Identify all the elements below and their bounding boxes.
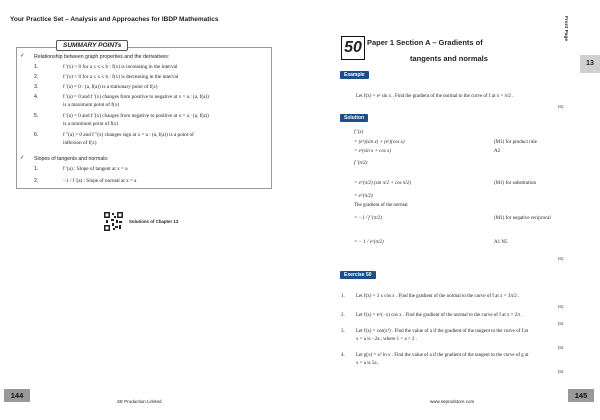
exercise-question-text: Let f(x) = cos(x²) . Find the value of a if the gradient of the tangent to the curve of f at bbox=[356, 329, 529, 334]
summary-item-continuation: inflexion of f(x) bbox=[63, 140, 97, 146]
solution-step: = e^(π/2) (sin π/2 + cos π/2) bbox=[354, 181, 411, 186]
exercise-question-marks: [6] bbox=[558, 321, 564, 326]
summary-item-number: 1. bbox=[34, 166, 39, 172]
example-marks: [6] bbox=[558, 104, 564, 109]
summary-item-number: 2. bbox=[34, 178, 39, 184]
chapter-title-continued: tangents and normals bbox=[410, 54, 488, 63]
summary-section1-heading: Relationship between graph properties and the derivatives: bbox=[34, 54, 170, 60]
exercise-question-marks: [6] bbox=[558, 369, 564, 374]
solution-step: f '(x) bbox=[354, 130, 364, 135]
solution-mark-note: A1 N5 bbox=[494, 240, 508, 245]
website-link[interactable]: www.seprodstore.com bbox=[430, 399, 475, 404]
solution-mark-note: A2 bbox=[494, 149, 501, 154]
summary-item-text: f '(a) = 0 : (a, f(a)) is a stationary point of f(x) bbox=[63, 84, 158, 90]
solution-mark-note: (M1) for product rule bbox=[494, 140, 537, 145]
chapter-number-badge: 50 bbox=[341, 36, 365, 60]
summary-item-text: f '(a) = 0 and f '(x) changes from negative to positive at x = a : (a, f(a)) bbox=[63, 113, 209, 119]
check-icon: ✓ bbox=[20, 53, 25, 59]
chapter-side-tab: 13 bbox=[580, 55, 600, 73]
exercise-question-number: 1. bbox=[341, 294, 345, 299]
summary-item-continuation: is a maximum point of f(x) bbox=[63, 102, 120, 108]
exercise-question-number: 2. bbox=[341, 313, 345, 318]
solution-mark-note: (M1) for substitution bbox=[494, 181, 536, 186]
qr-code-icon[interactable] bbox=[104, 212, 123, 231]
book-title: Your Practice Set – Analysis and Approaches for IBDP Mathematics bbox=[10, 16, 219, 23]
summary-item-number: 4. bbox=[34, 94, 39, 100]
exercise-question-text: Let f(x) = e^(−x) cos x . Find the gradient of the normal to the curve of f at x = 2π . bbox=[356, 313, 523, 318]
summary-item-text: −1 / f '(a) : Slope of normal at x = a bbox=[63, 178, 137, 184]
summary-tag: SUMMARY POINTs bbox=[56, 40, 128, 51]
summary-item-text: f '(x) > 0 for a ≤ x ≤ b : f(x) is increasing in the interval bbox=[63, 64, 178, 70]
solution-label: Solution bbox=[340, 114, 368, 122]
exercise-question-marks: [6] bbox=[558, 304, 564, 309]
check-icon: ✓ bbox=[20, 155, 25, 161]
page-number-left: 144 bbox=[4, 389, 30, 402]
summary-item-text: f '(a) = 0 and f '(x) changes from positive to negative at x = a : (a, f(a)) bbox=[63, 94, 209, 100]
page-number-right: 145 bbox=[568, 389, 594, 402]
exercise-label: Exercise 50 bbox=[340, 271, 376, 279]
exercise-question-continuation: x = a is 5a . bbox=[356, 361, 380, 366]
solutions-caption: Solutions of Chapter 13 bbox=[129, 219, 179, 224]
exercise-question-number: 3. bbox=[341, 329, 345, 334]
solution-step: f '(π/2) bbox=[354, 161, 368, 166]
summary-item-text: f '(x) < 0 for a ≤ x ≤ b : f(x) is decreasing in the interval bbox=[63, 74, 179, 80]
exercise-question-text: Let f(x) = 3 x cos x . Find the gradient of the normal to the curve of f at x = 3π/2 . bbox=[356, 294, 520, 299]
exercise-question-text: Let g(x) = x² ln x . Find the value of a if the gradient of the tangent to the curve of g at bbox=[356, 353, 529, 358]
summary-item-number: 1. bbox=[34, 64, 39, 70]
summary-item-number: 2. bbox=[34, 74, 39, 80]
front-page-label: Front Page bbox=[563, 16, 568, 42]
solution-step: = −1 / f '(π/2) bbox=[354, 216, 382, 221]
exercise-question-marks: [6] bbox=[558, 345, 564, 350]
solution-step: = (eˣ)(sin x) + (eˣ)(cos x) bbox=[354, 140, 405, 145]
example-question: Let f(x) = eˣ sin x . Find the gradient of the normal to the curve of f at x = π/2 . bbox=[356, 94, 514, 99]
publisher-name: SE Production Limited bbox=[117, 399, 162, 404]
solution-step: = eˣ(sin x + cos x) bbox=[354, 149, 391, 154]
summary-item-number: 3. bbox=[34, 84, 39, 90]
example-label: Example bbox=[340, 71, 369, 79]
summary-item-number: 6. bbox=[34, 132, 39, 138]
summary-item-number: 5. bbox=[34, 113, 39, 119]
summary-item-text: f '(a) : Slope of tangent at x = a bbox=[63, 166, 128, 172]
solution-step: = − 1 / e^(π/2) bbox=[354, 240, 384, 245]
solution-marks: [6] bbox=[558, 256, 564, 261]
solution-step: The gradient of the normal bbox=[354, 203, 408, 208]
exercise-question-continuation: x = a is −2a , where 1 < a < 2 . bbox=[356, 337, 417, 342]
exercise-question-number: 4. bbox=[341, 353, 345, 358]
summary-section2-heading: Slopes of tangents and normals: bbox=[34, 156, 109, 162]
summary-item-continuation: is a minimum point of f(x) bbox=[63, 121, 119, 127]
solution-mark-note: (M1) for negative reciprocal bbox=[494, 216, 551, 221]
chapter-title: Paper 1 Section A – Gradients of bbox=[367, 38, 483, 47]
solution-step: = e^(π/2) bbox=[354, 194, 373, 199]
summary-item-text: f "(a) = 0 and f "(x) changes sign at x = a : (a, f(a)) is a point of bbox=[63, 132, 194, 138]
